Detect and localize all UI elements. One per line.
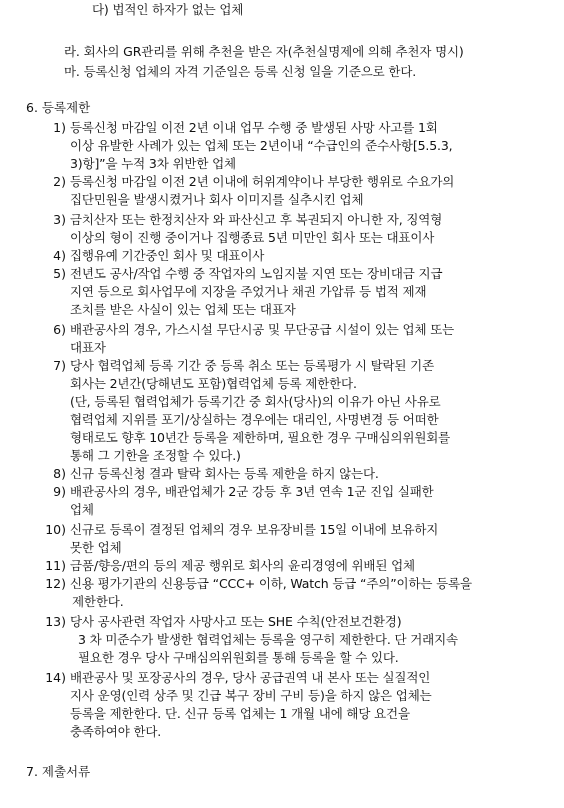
section-6-item-text-line: 이상의 형이 진행 중이거나 집행종료 5년 미만인 회사 또는 대표이사 [70, 230, 435, 245]
section-6-item-text-line: 3)항]”을 누적 3차 위반한 업체 [70, 156, 236, 171]
item-ra: 라. 회사의 GR관리를 위해 추천을 받은 자(추천실명제에 의해 추천자 명시) [64, 44, 464, 59]
section-6-item-text-line: 업체 [70, 502, 94, 517]
section-6-item-text-line: 전년도 공사/작업 수행 중 작업자의 노임지불 지연 또는 장비대금 지급 [70, 266, 443, 281]
section-6-item-text-line: 충족하여야 한다. [70, 724, 162, 739]
section-6-item-text-line: 등록신청 마감일 이전 2년 이내에 허위계약이나 부당한 행위로 수요가의 [70, 174, 455, 189]
section-6-item-text-line: 배관공사의 경우, 배관업체가 2군 강등 후 3년 연속 1군 진입 실패한 [70, 484, 434, 499]
section-6-item-number: 11) [45, 558, 66, 573]
section-6-item-text-line: 협력업체 지위를 포기/상실하는 경우에는 대리인, 사명변경 등 어떠한 [70, 412, 439, 427]
section-6-item-number: 4) [53, 248, 66, 263]
section-6-item-text-line: 집행유예 기간중인 회사 및 대표이사 [70, 248, 265, 263]
section-6-item-text-line: 지사 운영(인력 상주 및 긴급 복구 장비 구비 등)을 하지 않은 업체는 [70, 688, 432, 703]
section-6-item-text-line: 등록을 제한한다. 단. 신규 등록 업체는 1 개월 내에 해당 요건을 [70, 706, 410, 721]
section-6-item-text-line: 신규로 등록이 결정된 업체의 경우 보유장비를 15일 이내에 보유하지 [70, 522, 439, 537]
section-6-item-number: 8) [53, 466, 66, 481]
section-6-item-text-line: 제한한다. [72, 594, 124, 609]
section-6-item-number: 5) [53, 266, 66, 281]
section-6-item-text-line: 당사 협력업체 등록 기간 중 등록 취소 또는 등록평가 시 탈락된 기존 [70, 358, 435, 373]
section-6-item-number: 2) [53, 174, 66, 189]
section-6-item-number: 13) [45, 614, 66, 629]
section-6-item-text-line: 못한 업체 [70, 540, 122, 555]
section-6-item-text-line: 신규 등록신청 결과 탈락 회사는 등록 제한을 하지 않는다. [70, 466, 379, 481]
section-6-item-text-line: 집단민원을 발생시켰거나 회사 이미지를 실추시킨 업체 [70, 192, 364, 207]
section-6-item-number: 10) [45, 522, 66, 537]
section-6-item-number: 6) [53, 322, 66, 337]
item-da: 다) 법적인 하자가 없는 업체 [92, 2, 244, 17]
section-6-item-number: 14) [45, 670, 66, 685]
section-6-item-text-line: 배관공사 및 포장공사의 경우, 당사 공급권역 내 본사 또는 실질적인 [70, 670, 431, 685]
section-6-item-text-line: 대표자 [70, 340, 106, 355]
section-6-item-text-line: (단, 등록된 협력업체가 등록기간 중 회사(당사)의 이유가 아닌 사유로 [70, 394, 441, 409]
section-6-item-text-line: 금품/향응/편의 등의 제공 행위로 회사의 윤리경영에 위배된 업체 [70, 558, 415, 573]
section-7-heading: 7. 제출서류 [26, 764, 91, 779]
section-6-item-text-line: 지연 등으로 회사업무에 지장을 주었거나 채권 가압류 등 법적 제재 [70, 284, 427, 299]
section-6-item-text-line: 회사는 2년간(당해년도 포함)협력업체 등록 제한한다. [70, 376, 357, 391]
section-6-item-number: 3) [53, 212, 66, 227]
section-6-item-text-line: 등록신청 마감일 이전 2년 이내 업무 수행 중 발생된 사망 사고를 1회 [70, 120, 438, 135]
section-6-item-text-line: 당사 공사관련 작업자 사망사고 또는 SHE 수칙(안전보건환경) [70, 614, 402, 629]
section-6-item-text-line: 조치를 받은 사실이 있는 업체 또는 대표자 [70, 302, 296, 317]
section-6-item-text-line: 금치산자 또는 한정치산자 와 파산신고 후 복권되지 아니한 자, 징역형 [70, 212, 443, 227]
section-6-item-number: 12) [45, 576, 66, 591]
section-6-item-text-line: 3 차 미준수가 발생한 협력업체는 등록을 영구히 제한한다. 단 거래지속 [78, 632, 458, 647]
item-ma: 마. 등록신청 업체의 자격 기준일은 등록 신청 일을 기준으로 한다. [64, 64, 417, 79]
section-6-item-number: 1) [53, 120, 66, 135]
section-6-item-text-line: 통해 그 기한을 조정할 수 있다.) [70, 448, 241, 463]
section-6-item-number: 7) [53, 358, 66, 373]
section-6-item-number: 9) [53, 484, 66, 499]
section-6-item-text-line: 신용 평가기관의 신용등급 “CCC+ 이하, Watch 등급 “주의”이하는 등록을 [70, 576, 472, 591]
section-6-item-text-line: 형태로도 향후 10년간 등록을 제한하며, 필요한 경우 구매심의위원회를 [70, 430, 451, 445]
section-6-item-text-line: 이상 유발한 사례가 있는 업체 또는 2년이내 “수급인의 준수사항[5.5.3, [70, 138, 453, 153]
section-6-item-text-line: 필요한 경우 당사 구매심의위원회를 통해 등록을 할 수 있다. [78, 650, 399, 665]
section-6-item-text-line: 배관공사의 경우, 가스시설 무단시공 및 무단공급 시설이 있는 업체 또는 [70, 322, 455, 337]
section-6-heading: 6. 등록제한 [26, 100, 91, 115]
